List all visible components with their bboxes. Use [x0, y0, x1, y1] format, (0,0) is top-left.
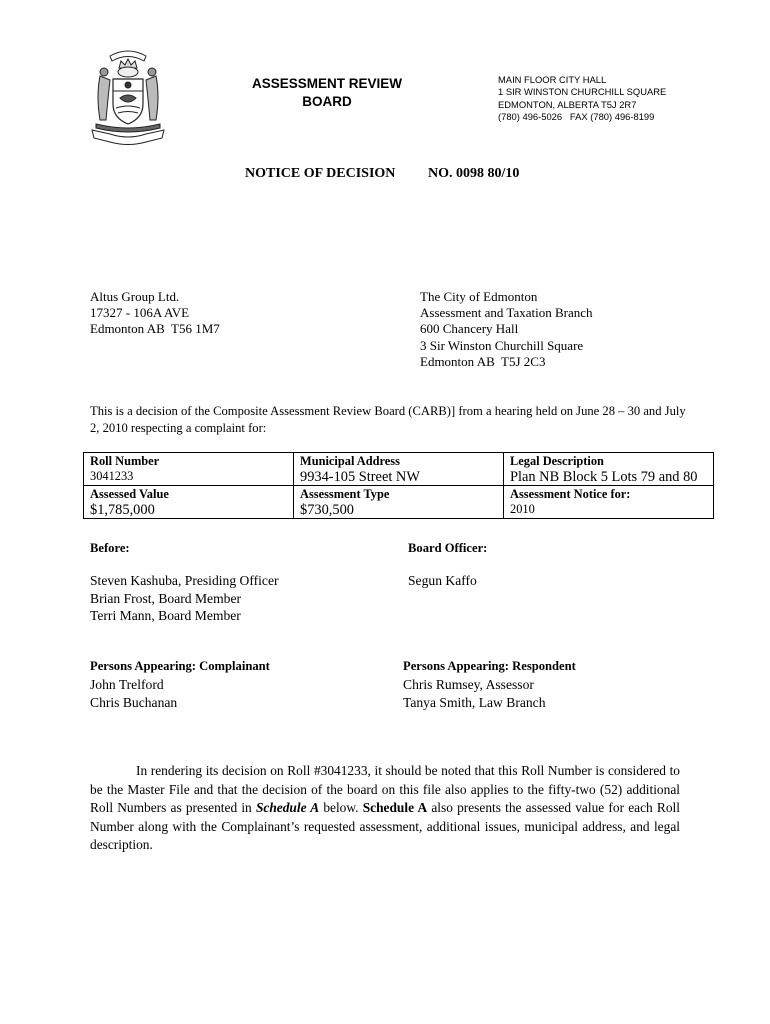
- legal-description-label: Legal Description: [510, 454, 604, 468]
- respondent-address: [420, 289, 593, 370]
- legal-description-cell: [504, 453, 714, 486]
- roll-number-value: 3041233: [90, 469, 134, 483]
- board-title: [232, 75, 422, 111]
- person-name: Tanya Smith, Law Branch: [403, 694, 546, 710]
- panel-member: Terri Mann, Board Member: [90, 608, 241, 623]
- address-line: Assessment and Taxation Branch: [420, 305, 593, 321]
- assessment-notice-year: 2010: [510, 502, 535, 516]
- board-officer-name: Segun Kaffo: [408, 573, 477, 588]
- assessment-type-cell: [294, 486, 504, 519]
- office-line: MAIN FLOOR CITY HALL: [498, 74, 607, 85]
- office-line: 1 SIR WINSTON CHURCHILL SQUARE: [498, 86, 667, 98]
- panel-members: [90, 572, 279, 625]
- board-officer-heading: Board Officer:: [408, 541, 488, 555]
- schedule-a-italic: Schedule A: [255, 800, 320, 816]
- municipal-address-value: 9934-105 Street NW: [300, 469, 420, 485]
- table-row: [84, 486, 714, 519]
- board-title-line1: ASSESSMENT REVIEW: [251, 76, 403, 91]
- municipal-address-label: Municipal Address: [300, 454, 400, 468]
- office-line: (780) 496-5026 FAX (780) 496-8199: [498, 111, 655, 123]
- panel-member: Steven Kashuba, Presiding Officer: [90, 573, 279, 588]
- assessment-notice-label: Assessment Notice for:: [510, 487, 631, 501]
- property-details-table: [83, 452, 714, 519]
- person-name: John Trelford: [90, 677, 164, 692]
- person-name: Chris Buchanan: [90, 694, 178, 710]
- roll-number-cell: [84, 453, 294, 486]
- complainant-address: [90, 289, 220, 338]
- schedule-a-bold: Schedule A: [362, 800, 428, 816]
- assessment-type-label: Assessment Type: [300, 487, 390, 501]
- respondent-appearing-heading: Persons Appearing: Respondent: [403, 659, 576, 673]
- office-address-block: [498, 74, 666, 124]
- complainant-appearing-heading: Persons Appearing: Complainant: [90, 659, 270, 673]
- city-coat-of-arms-logo: [88, 46, 168, 150]
- before-heading: Before:: [90, 541, 130, 555]
- assessment-type-value: $730,500: [300, 502, 354, 518]
- assessed-value-value: $1,785,000: [90, 502, 155, 518]
- decision-paragraph-body: [90, 762, 680, 855]
- decision-paragraph: [90, 762, 680, 855]
- legal-description-value: Plan NB Block 5 Lots 79 and 80: [510, 469, 698, 485]
- decision-text-part2: below.: [319, 800, 363, 816]
- address-line: 600 Chancery Hall: [420, 321, 519, 337]
- intro-text: This is a decision of the Composite Assessment Review Board (CARB)] from a hearing held on June 28 – 30 and July 2, 2010 respecting a complaint for:: [90, 404, 686, 435]
- complainant-names: [90, 676, 177, 711]
- address-line: Edmonton AB T5J 2C3: [420, 353, 546, 369]
- office-line: EDMONTON, ALBERTA T5J 2R7: [498, 98, 637, 110]
- decision-text-part3: also presents the assessed value for each Roll Number along with the Complainant’s requested assessment, additional issues, municipal address, and legal description.: [90, 800, 680, 853]
- assessed-value-cell: [84, 486, 294, 519]
- assessed-value-label: Assessed Value: [90, 487, 169, 501]
- address-line: Altus Group Ltd.: [90, 289, 180, 304]
- assessment-notice-cell: [504, 486, 714, 519]
- person-name: Chris Rumsey, Assessor: [403, 677, 534, 692]
- notice-of-decision-label: NOTICE OF DECISION: [245, 166, 396, 181]
- address-line: The City of Edmonton: [420, 289, 538, 304]
- roll-number-label: Roll Number: [90, 454, 160, 468]
- panel-member: Brian Frost, Board Member: [90, 590, 242, 606]
- decision-text-part1: In rendering its decision on Roll #3041233, it should be noted that this Roll Number is considered to be the Master File and that the decision of the board on this file also applies to the fifty-two (52) additional Roll Numbers as presented in: [90, 763, 680, 816]
- decision-number: NO. 0098 80/10: [428, 166, 520, 181]
- board-title-line2: BOARD: [302, 94, 352, 109]
- address-line: 3 Sir Winston Churchill Square: [420, 337, 584, 353]
- address-line: 17327 - 106A AVE: [90, 305, 190, 321]
- municipal-address-cell: [294, 453, 504, 486]
- address-line: Edmonton AB T56 1M7: [90, 321, 220, 337]
- respondent-names: [403, 676, 546, 711]
- table-row: [84, 453, 714, 486]
